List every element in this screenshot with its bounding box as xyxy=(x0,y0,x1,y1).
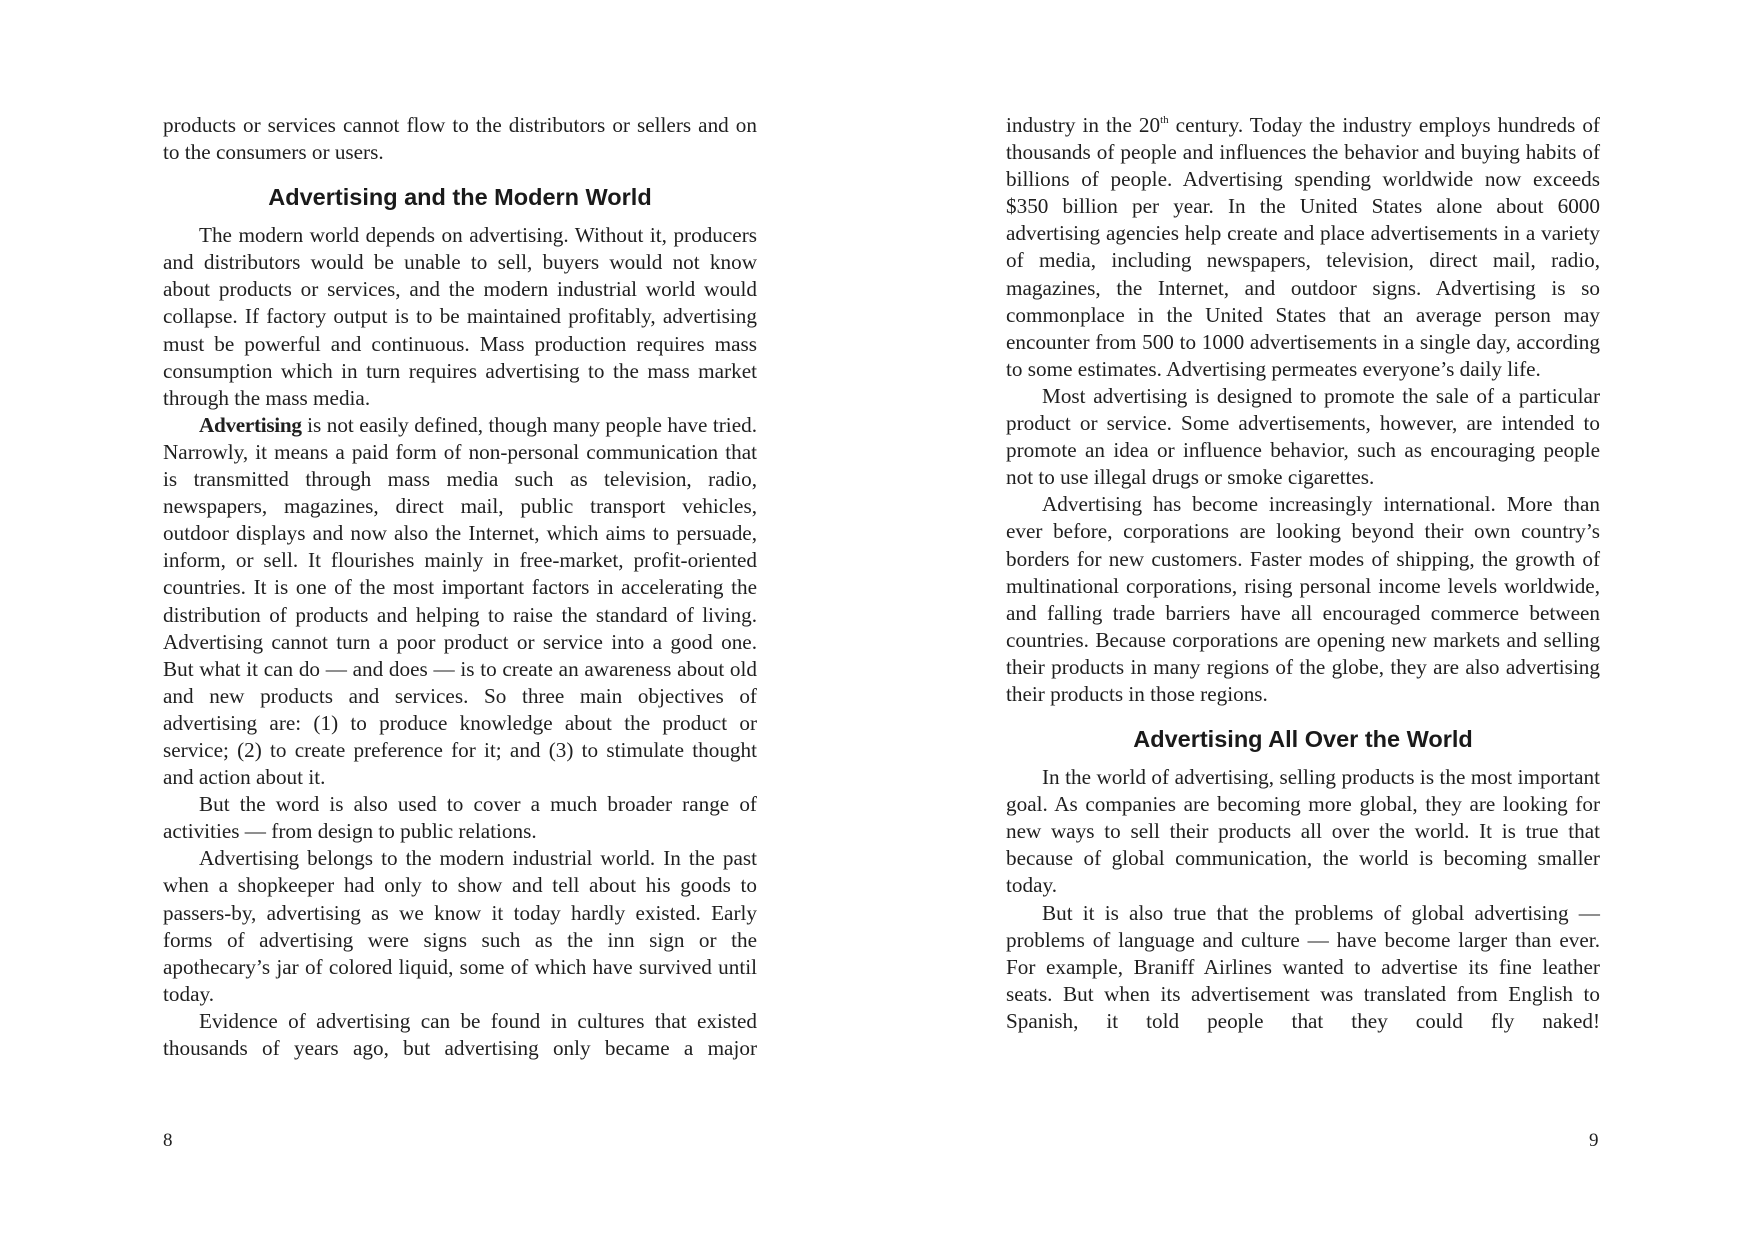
right-page xyxy=(1006,112,1600,1035)
page-number-right: 9 xyxy=(1589,1130,1599,1151)
bold-term: Advertising xyxy=(199,412,302,437)
paragraph: But the word is also used to cover a much broader range of activities — from design to public relations. xyxy=(163,792,757,844)
section-heading-all-over-world: Advertising All Over the World xyxy=(1133,726,1473,753)
superscript: th xyxy=(1160,114,1169,126)
paragraph: Advertising has become increasingly international. More than ever before, corporations are looking beyond their own country’s borders for new customers. Faster modes of shipping, the growth of multinational corporations, rising personal income levels worldwide, and falling trade barriers have all encouraged commerce between countries. Because corporations are opening new markets and selling their products in many regions of the globe, they are also advertising their products in those regions. xyxy=(1006,492,1600,706)
paragraph: The modern world depends on advertising. Without it, producers and distributors would be unable to sell, buyers would not know about products or services, and the modern industrial world would collapse. If factory output is to be maintained profitably, advertising must be powerful and continuous. Mass production requires mass consumption which in turn requires advertising to the mass market through the mass media. xyxy=(163,223,757,410)
paragraph-text: century. Today the industry employs hundreds of thousands of people and influences the behavior and buying habits of billions of people. Advertising spending worldwide now exceeds $350 billion per year. In the United States alone about 6000 advertising agencies help create and place advertisements in a variety of media, including newspapers, television, direct mail, radio, magazines, the Internet, and outdoor signs. Advertising is so commonplace in the United States that an average person may encounter from 500 to 1000 advertisements in a single day, according to some estimates. Advertising permeates everyone’s daily life. xyxy=(1006,113,1600,381)
paragraph-continuation: products or services cannot flow to the distributors or sellers and on to the consumers or users. xyxy=(163,113,757,165)
section-heading-modern-world: Advertising and the Modern World xyxy=(268,184,652,211)
paragraph: Advertising belongs to the modern industrial world. In the past when a shopkeeper had only to show and tell about his goods to passers-by, advertising as we know it today hardly existed. Early forms of advertising were signs such as the inn sign or the apothecary’s jar of colored liquid, some of which have survived until today. xyxy=(163,846,757,1006)
paragraph: Evidence of advertising can be found in cultures that existed thousands of years ago, but advertising only became a major xyxy=(163,1008,757,1060)
paragraph: But it is also true that the problems of global advertising — problems of language and culture — have become larger than ever. For example, Braniff Airlines wanted to advertise its fine leather seats. But when its advertisement was translated from English to Spanish, it told people that they could fly naked! xyxy=(1006,900,1600,1033)
paragraph: Most advertising is designed to promote the sale of a particular product or service. Some advertisements, however, are intended to promote an idea or influence behavior, such as encouraging people not to use illegal drugs or smoke cigarettes. xyxy=(1006,383,1600,490)
paragraph-text: is not easily defined, though many people have tried. Narrowly, it means a paid form of non-personal communication that is transmitted through mass media such as television, radio, newspapers, magazines, direct mail, public transport vehicles, outdoor displays and now also the Internet, which aims to persuade, inform, or sell. It flourishes mainly in free-market, profit-oriented countries. It is one of the most important factors in accelerating the distribution of products and helping to raise the standard of living. Advertising cannot turn a poor product or service into a good one. But what it can do — and does — is to create an awareness about old and new products and services. So three main objectives of advertising are: (1) to produce knowledge about the product or service; (2) to create preference for it; and (3) to stimulate thought and action about it. xyxy=(163,412,757,790)
paragraph-definition xyxy=(163,412,757,791)
left-page xyxy=(163,112,757,1062)
paragraph: In the world of advertising, selling products is the most important goal. As companies are becoming more global, they are looking for new ways to sell their products all over the world. It is true that because of global communication, the world is becoming smaller today. xyxy=(1006,765,1600,898)
paragraph-text: industry in the 20 xyxy=(1006,113,1161,137)
paragraph-continuation xyxy=(1006,112,1600,383)
page-number-left: 8 xyxy=(163,1130,173,1151)
